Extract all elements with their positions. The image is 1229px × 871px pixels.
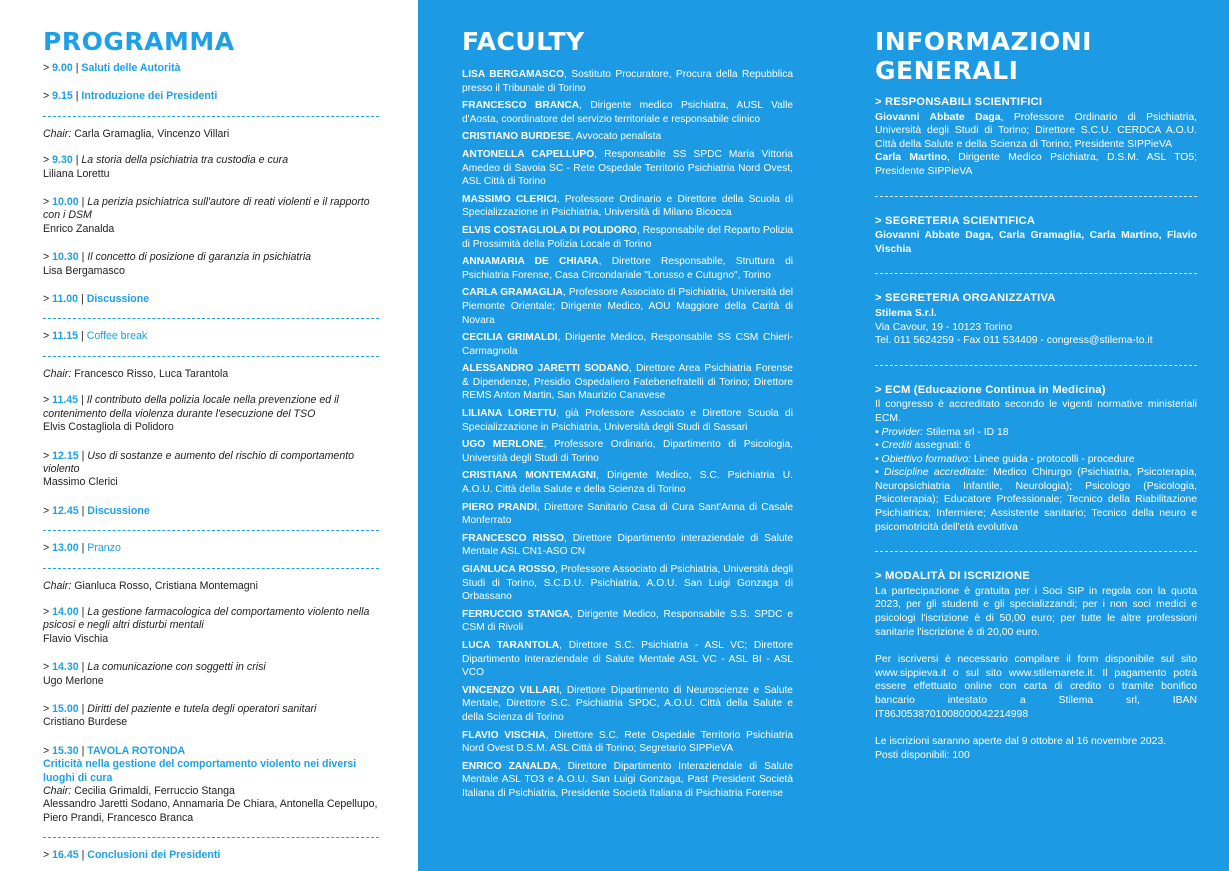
- separator-glyph: |: [78, 394, 87, 407]
- faculty-name: CECILIA GRIMALDI: [462, 332, 558, 344]
- spacer: [43, 282, 379, 291]
- spacer: [43, 595, 379, 604]
- separator-glyph: |: [78, 196, 88, 209]
- faculty-name: ELVIS COSTAGLIOLA DI POLIDORO: [462, 224, 637, 236]
- program-title: Coffee break: [86, 330, 148, 343]
- arrow-glyph: >: [43, 702, 53, 715]
- ecm-bullet: [875, 453, 1197, 467]
- speaker-name: Flavio Vischia: [43, 632, 109, 645]
- faculty-name: VINCENZO VILLARI: [462, 684, 560, 696]
- ecm-bullet-value: Medico Chirurgo (Psichiatria, Psicoterapia, Neuropsichiatria Infantile, Neurologia); Psicologo (Psicologia, Psicoterapia); Educatore Professionale; Tecnico della Riabilitazione Psichiatrica; Infermiere; Assistente sanitario; Tecnico della neuro e psicomotricità dell'età evolutiva: [875, 467, 1198, 533]
- program-item: [43, 291, 379, 310]
- program-line: [43, 542, 379, 555]
- responsabile-2-name: Carla Martino: [875, 152, 947, 164]
- chair-names: Francesco Risso, Luca Tarantola: [74, 367, 229, 380]
- programma-title: PROGRAMMA: [43, 27, 235, 56]
- separator-glyph: |: [78, 449, 88, 462]
- program-time: 11.15: [52, 330, 79, 343]
- talk-title: La comunicazione con soggetti in crisi: [87, 661, 266, 674]
- program-line: [43, 849, 379, 862]
- speaker-name: Liliana Lorettu: [43, 167, 110, 180]
- faculty-desc: Dirigente Medico, Responsabile SS CSM Chieri-Carmagnola: [462, 332, 793, 357]
- arrow-glyph: >: [43, 449, 53, 462]
- separator-glyph: |: [78, 849, 88, 862]
- speaker-name: Ugo Merlone: [43, 674, 104, 687]
- faculty-name: LUCA TARANTOLA: [462, 639, 560, 651]
- faculty-member: CECILIA GRIMALDI, Dirigente Medico, Responsabile SS CSM Chieri-Carmagnola: [462, 332, 793, 357]
- faculty-member: ANTONELLA CAPELLUPO, Responsabile SS SPDC Maria Vittoria Amedeo di Savoia SC - Rete Ospedale Territorio Psichiatria Nord Ovest, ASL Città di Torino: [462, 148, 793, 188]
- arrow-glyph: >: [43, 542, 53, 555]
- faculty-name: CRISTIANA MONTEMAGNI: [462, 470, 596, 482]
- spacer: [43, 240, 379, 249]
- segreteria-scientifica-block: [875, 215, 1197, 257]
- chair-line: [43, 126, 379, 143]
- faculty-desc: Dirigente medico Psichiatra, AUSL Valle d'Aosta, coordinatore del servizio territoriale e responsabile clinico: [462, 100, 793, 125]
- arrow-glyph: >: [43, 605, 53, 618]
- arrow-glyph: >: [43, 394, 53, 407]
- program-time: 9.00: [52, 62, 73, 74]
- arrow-glyph: >: [43, 196, 53, 209]
- program-time: 16.45: [52, 849, 79, 862]
- faculty-name: MASSIMO CLERICI: [462, 193, 557, 205]
- faculty-member: CARLA GRAMAGLIA, Professore Associato di Psichiatria, Università del Piemonte Orientale; Dirigente Medico, AOU Maggiore della Carità di Novara: [462, 287, 793, 326]
- arrow-glyph: >: [43, 661, 53, 674]
- faculty-name: CRISTIANO BURDESE: [462, 131, 571, 143]
- programma-list: [43, 60, 379, 867]
- faculty-desc: Responsabile SS SPDC Maria Vittoria Amedeo di Savoia SC - Rete Ospedale Territorio Psichiatria Nord Ovest, ASL Città di Torino: [462, 148, 793, 188]
- responsabili-block: [875, 96, 1197, 179]
- roundtable-subtitle: Criticità nella gestione del comportamento violento nei diversi luoghi di cura: [43, 758, 357, 784]
- divider: [43, 568, 379, 569]
- separator-glyph: |: [72, 154, 82, 167]
- divider: [875, 365, 1197, 366]
- faculty-desc: Dirigente Medico, Responsabile S.S. SPDC e CSM di Rivoli: [462, 608, 793, 634]
- program-time: 12.15: [52, 449, 79, 462]
- program-time: 9.15: [52, 90, 73, 103]
- ecm-intro: Il congresso è accreditato secondo le vigenti normative ministeriali ECM.: [875, 399, 1197, 424]
- faculty-member: CRISTIANA MONTEMAGNI, Dirigente Medico, S.C. Psichiatria U. A.O.U. Città della Salute e della Scienza di Torino: [462, 470, 793, 496]
- info-title: INFORMAZIONI GENERALI: [875, 27, 1092, 85]
- program-line: [43, 661, 379, 674]
- iscrizione-p2: Per iscriversi è necessario compilare il form disponibile sul sito www.sippieva.it o sul sito www.stilemarete.it. Il pagamento potrà essere effettuato online con carta di credito o tramite bonifico bancario intestato a Stilema srl, IBAN IT86J0538701008000042214998: [875, 654, 1197, 720]
- faculty-name: LISA BERGAMASCO: [462, 69, 564, 80]
- program-title: Discussione: [86, 293, 150, 306]
- faculty-desc: Responsabile del Reparto Polizia di Prossimità della Polizia Locale di Torino: [462, 224, 793, 250]
- responsabili-text: [875, 111, 1197, 179]
- program-item: [43, 448, 379, 494]
- ecm-bullet: [875, 439, 1197, 453]
- program-item: [43, 88, 379, 107]
- chair-names: Cecilia Grimaldi, Ferruccio Stanga: [74, 785, 235, 797]
- chair-label: Chair:: [43, 367, 72, 380]
- speaker-name: Massimo Clerici: [43, 476, 118, 489]
- faculty-member: PIERO PRANDI, Direttore Sanitario Casa di Cura Sant'Anna di Casale Monferrato: [462, 501, 793, 527]
- program-item: [43, 540, 379, 559]
- program-item: [43, 847, 379, 866]
- ecm-bullet: [875, 466, 1197, 534]
- arrow-glyph: >: [43, 90, 53, 103]
- faculty-desc: Direttore Responsabile, Struttura di Psichiatria Forense, Casa Circondariale "Lorusso e Cutugno", Torino: [462, 256, 793, 281]
- program-item: [43, 743, 379, 829]
- segreteria-organizzativa-heading: > SEGRETERIA ORGANIZZATIVA: [875, 292, 1056, 305]
- separator-glyph: |: [72, 90, 82, 103]
- arrow-glyph: >: [43, 504, 53, 517]
- faculty-member: MASSIMO CLERICI, Professore Ordinario e Direttore della Scuola di Specializzazione in Psichiatria, Università di Milano Bicocca: [462, 193, 793, 219]
- separator-glyph: |: [72, 62, 82, 74]
- spacer: [43, 734, 379, 743]
- organizer-address: Via Cavour, 19 - 10123 Torino: [875, 321, 1013, 333]
- program-line: [43, 90, 379, 103]
- spacer: [43, 650, 379, 659]
- faculty-desc: Direttore Dipartimento Interaziendale di Salute Mentale ASL TO3 e A.O.U. San Luigi Gonzaga, Past President Società Italiana di Psichiatria, Presidente Società Italiana di Psichiatria Forense: [462, 760, 793, 799]
- faculty-member: UGO MERLONE, Professore Ordinario, Dipartimento di Psicologia, Università degli Studi di Torino: [462, 439, 793, 464]
- arrow-glyph: >: [43, 62, 53, 74]
- faculty-desc: già Professore Associato e Direttore Scuola di Specializzazione in Psichiatria, Università degli Studi di Sassari: [462, 408, 793, 433]
- program-line: [43, 293, 379, 306]
- chair-label: Chair:: [43, 785, 72, 797]
- program-line: [43, 745, 379, 758]
- faculty-name: FRANCESCO BRANCA: [462, 100, 580, 112]
- faculty-desc: Direttore S.C. Psichiatria - ASL VC; Direttore Dipartimento Interaziendale di Salute Mentale ASL VC - ASL BI - ASL VCO: [462, 639, 793, 679]
- program-title: TAVOLA ROTONDA: [87, 744, 186, 757]
- faculty-name: ENRICO ZANALDA: [462, 760, 558, 772]
- chair-line: [43, 366, 379, 383]
- program-title: Pranzo: [87, 542, 121, 555]
- spacer: [43, 185, 379, 194]
- divider: [43, 530, 379, 531]
- faculty-desc: Professore Ordinario e Direttore della Scuola di Specializzazione in Psichiatria, Università di Milano Bicocca: [462, 193, 793, 219]
- arrow-glyph: >: [43, 154, 53, 167]
- program-item: [43, 659, 379, 692]
- program-time: 12.45: [52, 504, 79, 517]
- program-line: [43, 505, 379, 518]
- chair-label: Chair:: [43, 579, 72, 592]
- faculty-member: FLAVIO VISCHIA, Direttore S.C. Rete Ospedale Territorio Psichiatria Nord Ovest D.S.M. ASL Città di Torino; Segretario SIPPieVA: [462, 729, 794, 755]
- program-line: [43, 703, 379, 716]
- faculty-member: ANNAMARIA DE CHIARA, Direttore Responsabile, Struttura di Psichiatria Forense, Casa Circondariale "Lorusso e Cutugno", Torino: [462, 256, 793, 281]
- ecm-bullet-value: Linee guida - protocolli - procedure: [971, 453, 1135, 465]
- talk-title: Uso di sostanze e aumento del rischio di comportamento violento: [43, 449, 355, 475]
- ecm-heading: > ECM (Educazione Continua in Medicina): [875, 383, 1106, 396]
- faculty-member: ELVIS COSTAGLIOLA DI POLIDORO, Responsabile del Reparto Polizia di Prossimità della Polizia Locale di Torino: [462, 224, 793, 250]
- program-time: 10.30: [52, 251, 79, 264]
- ecm-bullet-value: assegnati: 6: [911, 440, 971, 452]
- faculty-desc: Direttore S.C. Rete Ospedale Territorio Psichiatria Nord Ovest D.S.M. ASL Città di Torino; Segretario SIPPieVA: [462, 729, 794, 755]
- ecm-bullet-value: Stilema srl - ID 18: [923, 426, 1009, 438]
- programma-panel: [0, 0, 418, 871]
- faculty-desc: Direttore Dipartimento interaziendale di Salute Mentale ASL CN1-ASO CN: [462, 532, 793, 558]
- program-item: [43, 503, 379, 522]
- divider: [875, 273, 1197, 274]
- talk-title: La gestione farmacologica del comportamento violento nella psicosi e negli altri disturbi mentali: [43, 605, 370, 632]
- program-title: Conclusioni dei Presidenti: [87, 849, 221, 862]
- faculty-name: LILIANA LORETTU: [462, 408, 557, 420]
- arrow-glyph: >: [43, 849, 53, 862]
- separator-glyph: |: [78, 542, 88, 555]
- faculty-name: PIERO PRANDI: [462, 501, 537, 513]
- roundtable-participants: Alessandro Jaretti Sodano, Annamaria De Chiara, Antonella Cepellupo, Piero Prandi, Francesco Branca: [43, 798, 378, 824]
- program-item: [43, 152, 379, 185]
- program-line: [43, 154, 379, 167]
- program-title: Introduzione dei Presidenti: [81, 90, 218, 103]
- faculty-desc: Professore Ordinario, Dipartimento di Psicologia, Università degli Studi di Torino: [462, 439, 793, 464]
- ecm-bullet-label: • Provider:: [875, 426, 924, 438]
- faculty-member: FERRUCCIO STANGA, Dirigente Medico, Responsabile S.S. SPDC e CSM di Rivoli: [462, 608, 793, 634]
- arrow-glyph: >: [43, 330, 53, 343]
- segreteria-scientifica-heading: > SEGRETERIA SCIENTIFICA: [875, 214, 1036, 227]
- talk-title: La perizia psichiatrica sull'autore di reati violenti e il rapporto con i DSM: [43, 196, 370, 222]
- program-time: 15.00: [52, 702, 79, 715]
- faculty-name: FERRUCCIO STANGA: [462, 608, 570, 620]
- faculty-name: FRANCESCO RISSO: [462, 532, 565, 544]
- faculty-member: ALESSANDRO JARETTI SODANO, Direttore Area Psichiatria Forense & Dipendenze, Presidio Ospedaliero Fatebenefratelli di Torino; Direttore REMS Anton Martin, San Maurizio Canavese: [462, 363, 793, 402]
- program-line: [43, 606, 379, 633]
- info-section: [875, 96, 1197, 762]
- iscrizione-p3: Le iscrizioni saranno aperte dal 9 ottobre al 16 novembre 2023.: [875, 736, 1167, 748]
- faculty-desc: Direttore Dipartimento di Neuroscienze e Salute Mentale, Direttore S.C. Psichiatria SPDC, A.O.U. Città della Salute e della Scienza di Torino: [462, 684, 793, 723]
- program-line: [43, 450, 379, 477]
- program-time: 15.30: [52, 744, 79, 757]
- separator-glyph: |: [78, 251, 88, 264]
- roundtable-chair: [43, 785, 379, 798]
- program-title: Saluti delle Autorità: [81, 62, 181, 74]
- spacer: [43, 79, 379, 88]
- divider: [43, 318, 379, 319]
- faculty-desc: Dirigente Medico, S.C. Psichiatria U. A.O.U. Città della Salute e della Scienza di Torino: [462, 470, 793, 496]
- organizer-contacts: Tel. 011 5624259 - Fax 011 534409 - congress@stilema-to.it: [875, 335, 1153, 347]
- faculty-name: ANTONELLA CAPELLUPO: [462, 148, 595, 160]
- ecm-bullet: [875, 426, 1197, 440]
- faculty-desc: Sostituto Procuratore, Procura della Repubblica presso il Tribunale di Torino: [462, 69, 793, 94]
- separator-glyph: |: [78, 504, 88, 517]
- ecm-bullet-label: • Discipline accreditate:: [875, 467, 988, 479]
- faculty-name: UGO MERLONE: [462, 439, 544, 451]
- program-item: [43, 60, 379, 79]
- faculty-member: ENRICO ZANALDA, Direttore Dipartimento Interaziendale di Salute Mentale ASL TO3 e A.O.U. San Luigi Gonzaga, Past President Società Italiana di Psichiatria, Presidente Società Italiana di Psichiatria Forense: [462, 760, 793, 799]
- spacer: [43, 143, 379, 152]
- program-item: [43, 328, 379, 347]
- program-time: 10.00: [52, 196, 79, 209]
- faculty-desc: Direttore Area Psichiatria Forense & Dipendenze, Presidio Ospedaliero Fatebenefratelli di Torino; Direttore REMS Anton Martin, San Maurizio Canavese: [462, 363, 793, 402]
- iscrizione-heading: > MODALITÀ DI ISCRIZIONE: [875, 570, 1030, 583]
- talk-title: La storia della psichiatria tra custodia e cura: [81, 154, 289, 167]
- faculty-desc: Avvocato penalista: [575, 131, 662, 143]
- responsabile-1-desc: , Professore Ordinario di Psichiatria, Università degli Studi di Torino; Direttore S.C.U. CERDCA A.O.U. Città della Salute e della Scienza di Torino; Presidente SIPPieVA: [875, 111, 1197, 150]
- divider: [875, 551, 1197, 552]
- faculty-desc: Professore Associato di Psichiatria, Università degli Studi di Torino, S.C.D.U. Psichiatria, A.O.U. San Luigi Gonzaga di Orbassano: [462, 564, 793, 603]
- speaker-name: Lisa Bergamasco: [43, 264, 125, 277]
- talk-title: Diritti del paziente e tutela degli operatori sanitari: [87, 702, 317, 715]
- organizer-name: Stilema S.r.l.: [875, 307, 937, 319]
- faculty-name: GIANLUCA ROSSO: [462, 564, 556, 575]
- faculty-member: LISA BERGAMASCO, Sostituto Procuratore, Procura della Repubblica presso il Tribunale di Torino: [462, 69, 793, 94]
- iscrizione-block: [875, 570, 1197, 762]
- program-item: [43, 701, 379, 734]
- faculty-member: LILIANA LORETTU, già Professore Associato e Direttore Scuola di Specializzazione in Psichiatria, Università degli Studi di Sassari: [462, 408, 793, 433]
- iscrizione-p4: Posti disponibili: 100: [875, 749, 970, 761]
- iscrizione-p1: La partecipazione è gratuita per i Soci SIP in regola con la quota 2023, per gli studenti e gli specializzandi; per i non soci medici e psicologi l'iscrizione è di 50,00 euro; per tutte le altre professioni sanitarie l'iscrizione è di 20,00 euro.: [875, 585, 1197, 638]
- separator-glyph: |: [78, 702, 88, 715]
- faculty-title: FACULTY: [462, 27, 585, 56]
- ecm-bullet-label: • Crediti: [875, 440, 912, 452]
- program-time: 13.00: [52, 542, 79, 555]
- divider: [43, 837, 379, 838]
- program-title: Discussione: [87, 504, 150, 517]
- speaker-name: Elvis Costagliola di Polidoro: [43, 421, 174, 434]
- spacer: [43, 383, 379, 392]
- talk-title: Il contributo della polizia locale nella prevenzione ed il contenimento della violenza durante l'esecuzione del TSO: [43, 394, 339, 420]
- program-line: [43, 251, 379, 264]
- segreteria-organizzativa-block: [875, 292, 1197, 347]
- spacer: [43, 439, 379, 448]
- spacer: [43, 692, 379, 701]
- program-line: [43, 394, 379, 421]
- arrow-glyph: >: [43, 293, 53, 306]
- separator-glyph: |: [78, 293, 87, 306]
- faculty-member: LUCA TARANTOLA, Direttore S.C. Psichiatria - ASL VC; Direttore Dipartimento Interaziendale di Salute Mentale ASL VC - ASL BI - ASL VCO: [462, 639, 793, 679]
- faculty-member: GIANLUCA ROSSO, Professore Associato di Psichiatria, Università degli Studi di Torino, S.C.D.U. Psichiatria, A.O.U. San Luigi Gonzaga di Orbassano: [462, 564, 793, 603]
- arrow-glyph: >: [43, 744, 53, 757]
- faculty-name: ALESSANDRO JARETTI SODANO: [462, 363, 629, 375]
- speaker-name: Cristiano Burdese: [43, 716, 128, 729]
- faculty-member: FRANCESCO RISSO, Direttore Dipartimento interaziendale di Salute Mentale ASL CN1-ASO CN: [462, 532, 793, 558]
- chair-line: [43, 578, 379, 595]
- responsabili-heading: > RESPONSABILI SCIENTIFICI: [875, 96, 1043, 108]
- faculty-member: FRANCESCO BRANCA, Dirigente medico Psichiatra, AUSL Valle d'Aosta, coordinatore del servizio territoriale e responsabile clinico: [462, 100, 793, 125]
- segreteria-scientifica-text: Giovanni Abbate Daga, Carla Gramaglia, Carla Martino, Flavio Vischia: [875, 230, 1197, 255]
- faculty-member: VINCENZO VILLARI, Direttore Dipartimento di Neuroscienze e Salute Mentale, Direttore S.C. Psichiatria SPDC, A.O.U. Città della Salute e della Scienza di Torino: [462, 684, 793, 723]
- faculty-desc: Direttore Sanitario Casa di Cura Sant'Anna di Casale Monferrato: [462, 501, 793, 527]
- faculty-name: ANNAMARIA DE CHIARA: [462, 256, 599, 268]
- program-item: [43, 604, 379, 650]
- faculty-list: [462, 68, 793, 805]
- separator-glyph: |: [78, 744, 88, 757]
- divider: [43, 116, 379, 117]
- separator-glyph: |: [78, 661, 88, 674]
- responsabile-1-name: Giovanni Abbate Daga: [875, 111, 1001, 123]
- program-time: 11.45: [52, 394, 79, 407]
- divider: [875, 196, 1197, 197]
- divider: [43, 356, 379, 357]
- program-line: [43, 62, 379, 75]
- spacer: [43, 494, 379, 503]
- speaker-name: Enrico Zanalda: [43, 222, 115, 235]
- program-item: [43, 392, 379, 438]
- arrow-glyph: >: [43, 251, 53, 264]
- program-line: [43, 196, 379, 223]
- faculty-name: FLAVIO VISCHIA: [462, 729, 546, 741]
- chair-names: Carla Gramaglia, Vincenzo Villari: [74, 127, 230, 140]
- talk-title: Il concetto di posizione di garanzia in psichiatria: [87, 251, 312, 264]
- program-time: 14.30: [52, 661, 79, 674]
- faculty-name: CARLA GRAMAGLIA: [462, 287, 564, 299]
- ecm-bullets: [875, 426, 1197, 535]
- separator-glyph: |: [78, 330, 87, 343]
- ecm-block: [875, 384, 1197, 535]
- program-time: 9.30: [52, 154, 73, 167]
- program-line: [43, 330, 379, 343]
- program-time: 11.00: [52, 293, 79, 306]
- program-time: 14.00: [52, 605, 79, 618]
- chair-names: Gianluca Rosso, Cristiana Montemagni: [74, 579, 258, 592]
- faculty-desc: Professore Associato di Psichiatria, Università del Piemonte Orientale; Dirigente Medico, AOU Maggiore della Carità di Novara: [462, 287, 793, 326]
- ecm-bullet-label: • Obiettivo formativo:: [875, 453, 972, 465]
- separator-glyph: |: [78, 605, 88, 618]
- program-item: [43, 249, 379, 282]
- faculty-member: CRISTIANO BURDESE, Avvocato penalista: [462, 131, 662, 143]
- chair-label: Chair:: [43, 127, 72, 140]
- program-item: [43, 194, 379, 240]
- responsabile-2-desc: , Dirigente Medico Psichiatra, D.S.M. ASL TO5; Presidente SIPPieVA: [875, 152, 1197, 177]
